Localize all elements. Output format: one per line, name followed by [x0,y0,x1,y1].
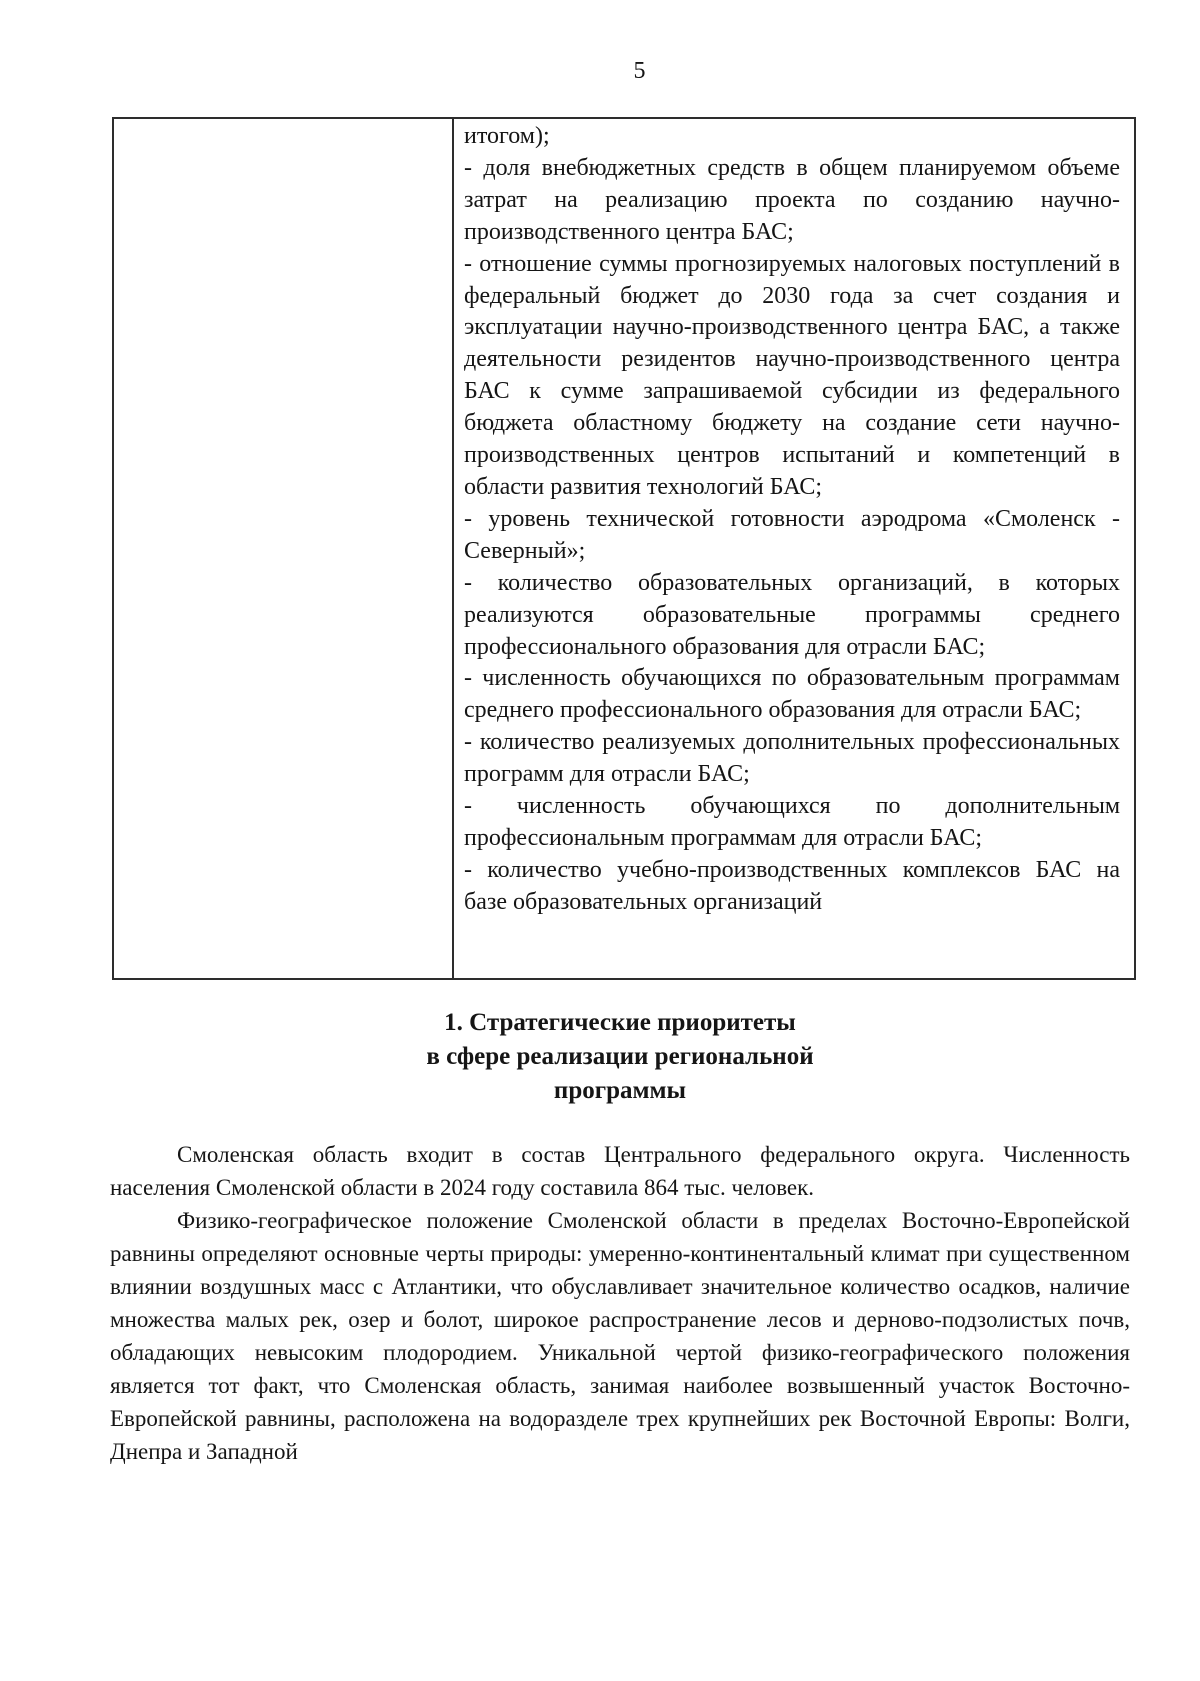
heading-line: программы [553,1077,687,1104]
indicator-item: - доля внебюджетных средств в общем планируемом объеме затрат на реализацию проекта по созданию научно-производственного центра БАС; [464,154,1120,245]
indicator-item: итогом); [464,123,550,149]
indicator-item: - количество учебно-производственных комплексов БАС на базе образовательных организаций [464,856,1120,915]
indicator-item: - количество образовательных организаций, в которых реализуются образовательные программы среднего профессионального образования для отрасли БАС; [464,569,1120,660]
body-paragraph: Смоленская область входит в состав Центрального федерального округа. Численность населения Смоленской области в 2024 году составила 864 тыс. человек. [110,1142,1130,1200]
body-text [110,1138,1130,1468]
indicator-item: - количество реализуемых дополнительных профессиональных программ для отрасли БАС; [464,729,1120,788]
section-heading [110,1006,1130,1108]
table-empty-cell [114,119,454,978]
indicator-item: - отношение суммы прогнозируемых налоговых поступлений в федеральный бюджет до 2030 года за счет создания и эксплуатации научно-производственного центра БАС, а также деятельности резидентов научно-производственного центра БАС к сумме запрашиваемой субсидии из федерального бюджета областному бюджету на создание сети научно-производственных центров испытаний и компетенций в области развития технологий БАС; [464,250,1120,500]
indicator-item: - уровень технической готовности аэродрома «Смоленск - Северный»; [464,505,1120,564]
heading-line: в сфере реализации региональной [426,1043,814,1070]
heading-line: 1. Стратегические приоритеты [444,1009,796,1036]
indicator-item: - численность обучающихся по образовательным программам среднего профессионального образования для отрасли БАС; [464,665,1120,724]
body-paragraph: Физико-географическое положение Смоленской области в пределах Восточно-Европейской равнины определяют основные черты природы: умеренно-континентальный климат при существенном влиянии воздушных масс с Атлантики, что обуславливает значительное количество осадков, наличие множества малых рек, озер и болот, широкое распространение лесов и дерново-подзолистых почв, обладающих невысоким плодородием. Уникальной чертой физико-географического положения является тот факт, что Смоленская область, занимая наиболее возвышенный участок Восточно-Европейской равнины, расположена на водоразделе трех крупнейших рек Восточной Европы: Волги, Днепра и Западной [110,1208,1130,1464]
indicator-item: - численность обучающихся по дополнительным профессиональным программам для отрасли БАС; [464,793,1120,851]
table-indicators-cell [454,119,1134,978]
page-number: 5 [633,58,647,84]
indicators-table [112,117,1136,980]
